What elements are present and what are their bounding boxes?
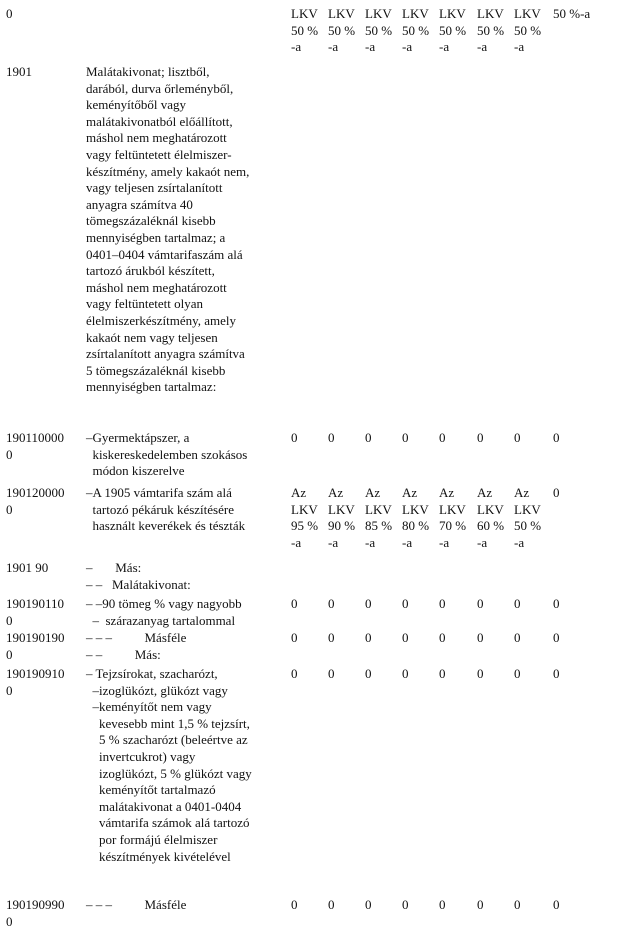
row-value: 0	[365, 630, 372, 645]
row-description: – Tejzsírokat, szacharózt, –izoglükózt, glükózt vagy –keményítőt nem vagy kevesebb mint 1,5 % tejzsírt, 5 % szacharózt (beleértve az invertcukrot) vagy izoglükózt, 5 % glükózt vagy keményítőt tartalmazó malátakivonat a 0401-0404 vámtarifa számok alá tartozó por formájú élelmiszer készítmények kivételével	[86, 666, 252, 864]
row-value: 0	[477, 596, 484, 611]
row-value: 0	[477, 430, 484, 445]
row-value: Az LKV 70 % -a	[439, 485, 467, 550]
row-description: –Gyermektápszer, a kiskereskedelemben szokásos módon kiszerelve	[86, 430, 248, 479]
row-value: 0	[365, 897, 372, 912]
row-description: – – – Másféle – – Más:	[86, 630, 187, 662]
row-code: 190120000 0	[6, 485, 65, 517]
row-value: Az LKV 85 % -a	[365, 485, 393, 550]
row-value: 0	[291, 897, 298, 912]
row-value: 0	[402, 666, 409, 681]
row-value: 0	[439, 666, 446, 681]
row-value: 0	[328, 897, 335, 912]
row-value: 0	[402, 630, 409, 645]
row-value: 0	[553, 666, 560, 681]
row-value: 0	[514, 430, 521, 445]
row-value: 0	[514, 897, 521, 912]
row-code: 1901	[6, 64, 32, 79]
header-col-6: LKV 50 % -a	[477, 6, 505, 55]
row-code: 190190190 0	[6, 630, 65, 662]
header-col-4: LKV 50 % -a	[402, 6, 430, 55]
row-value: 0	[439, 596, 446, 611]
row-value: 0	[439, 897, 446, 912]
row-code: 1901 90	[6, 560, 49, 575]
row-value: 0	[553, 897, 560, 912]
row-value: 0	[328, 596, 335, 611]
row-value: 0	[439, 630, 446, 645]
row-value: 0	[328, 430, 335, 445]
row-value: Az LKV 95 % -a	[291, 485, 319, 550]
row-description: –A 1905 vámtarifa szám alá tartozó pékáruk készítésére használt keverékek és tészták	[86, 485, 246, 534]
row-value: 0	[291, 630, 298, 645]
header-col-8: 50 %-a	[553, 6, 591, 21]
row-value: 0	[328, 630, 335, 645]
header-col-3: LKV 50 % -a	[365, 6, 393, 55]
header-col-1: LKV 50 % -a	[291, 6, 319, 55]
row-description: – Más: – – Malátakivonat:	[86, 560, 191, 592]
row-value: 0	[365, 596, 372, 611]
row-value: 0	[365, 666, 372, 681]
row-description: – – – Másféle	[86, 897, 187, 912]
row-value: 0	[291, 666, 298, 681]
row-value: 0	[514, 666, 521, 681]
row-description: Malátakivonat; lisztből, darából, durva őrleményből, keményítőből vagy malátakivonatból előállított, máshol nem meghatározott vagy feltüntetett élelmiszer- készítmény, amely kakaót nem, vagy teljesen zsírtalanított anyagra számítva 40 tömegszázaléknál kisebb mennyiségben tartalmaz; a 0401–0404 vámtarifaszám alá tartozó árukból készített, máshol nem meghatározott vagy feltüntetett olyan élelmiszerkészítmény, amely kakaót nem vagy teljesen zsírtalanított anyagra számítva 5 tömegszázaléknál kisebb mennyiségben tartalmaz:	[86, 64, 250, 395]
row-value: Az LKV 60 % -a	[477, 485, 505, 550]
row-value: 0	[328, 666, 335, 681]
header-code: 0	[6, 6, 13, 21]
row-value: 0	[553, 485, 560, 500]
row-value: 0	[402, 430, 409, 445]
row-value: 0	[291, 596, 298, 611]
row-value: 0	[477, 630, 484, 645]
row-value: 0	[553, 630, 560, 645]
row-value: Az LKV 50 % -a	[514, 485, 542, 550]
row-code: 190190990 0	[6, 897, 65, 929]
header-col-5: LKV 50 % -a	[439, 6, 467, 55]
row-value: 0	[553, 430, 560, 445]
row-value: Az LKV 90 % -a	[328, 485, 356, 550]
row-value: 0	[402, 596, 409, 611]
row-value: 0	[365, 430, 372, 445]
row-value: Az LKV 80 % -a	[402, 485, 430, 550]
row-description: – –90 tömeg % vagy nagyobb – szárazanyag tartalommal	[86, 596, 242, 628]
row-value: 0	[477, 666, 484, 681]
row-value: 0	[553, 596, 560, 611]
row-value: 0	[291, 430, 298, 445]
row-value: 0	[514, 596, 521, 611]
row-value: 0	[439, 430, 446, 445]
row-value: 0	[514, 630, 521, 645]
header-col-2: LKV 50 % -a	[328, 6, 356, 55]
row-code: 190190110 0	[6, 596, 65, 628]
row-value: 0	[477, 897, 484, 912]
row-value: 0	[402, 897, 409, 912]
row-code: 190190910 0	[6, 666, 65, 698]
header-col-7: LKV 50 % -a	[514, 6, 542, 55]
row-code: 190110000 0	[6, 430, 65, 462]
